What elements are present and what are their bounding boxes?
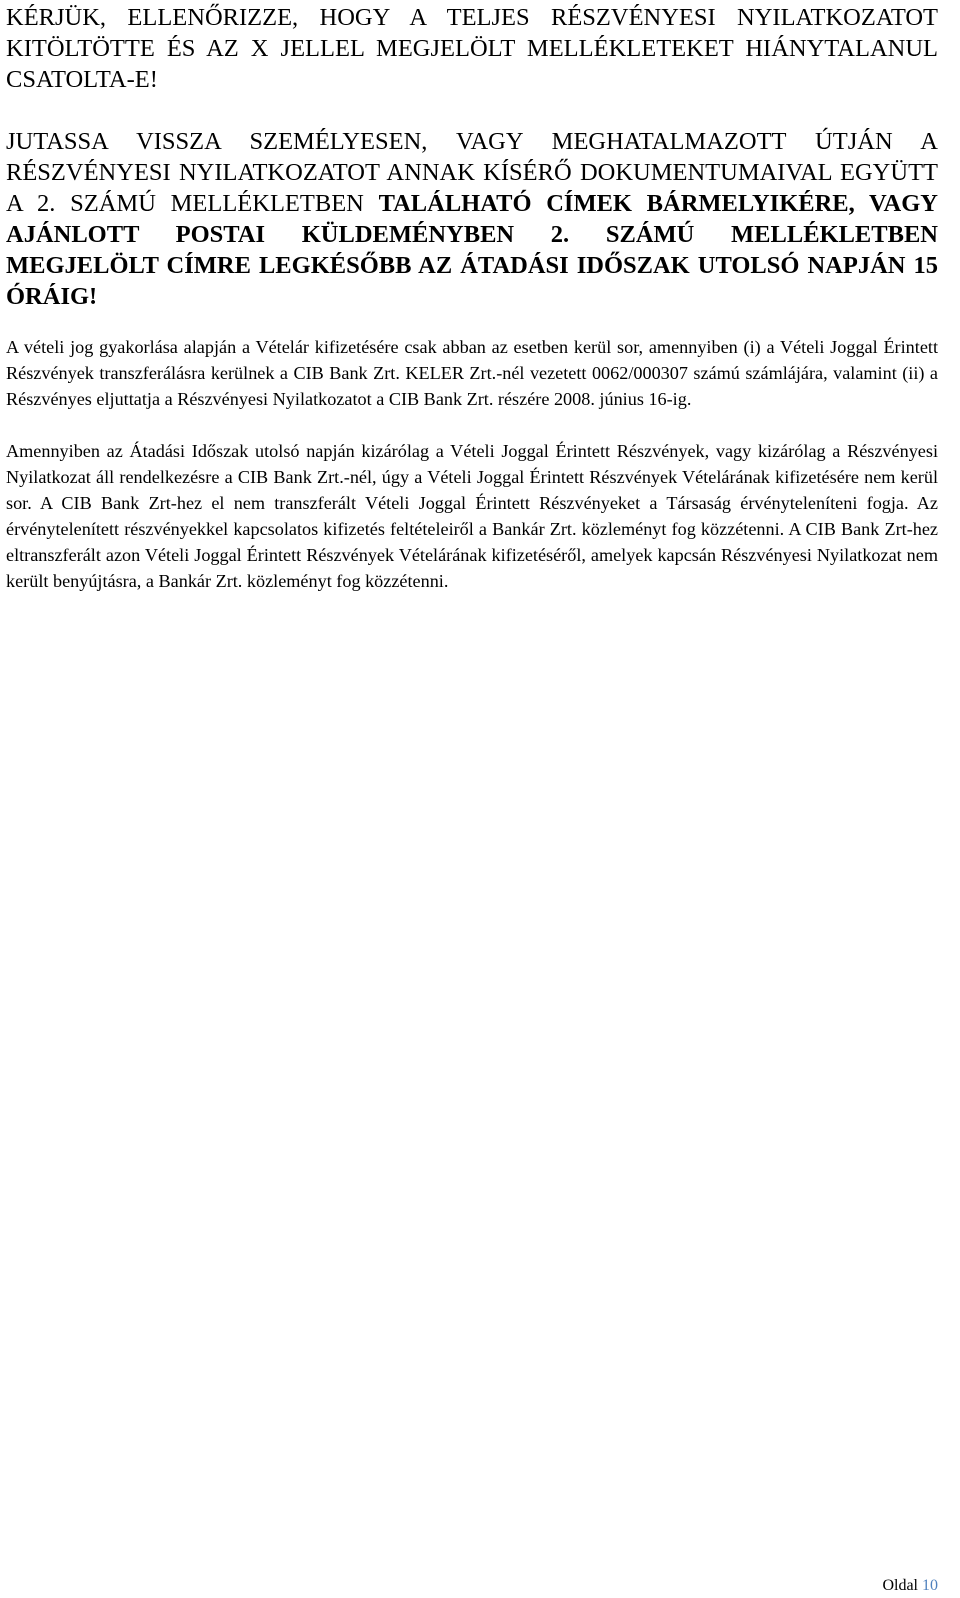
return-instructions-bold: TALÁLHATÓ CÍMEK BÁRMELYIKÉRE, VAGY AJÁNLOTT POSTAI KÜLDEMÉNYBEN 2. SZÁMÚ MELLÉKLETBEN MEGJELÖLT CÍMRE LEGKÉSŐBB AZ ÁTADÁSI IDŐSZAK UTOLSÓ NAPJÁN 15 ÓRÁIG!	[6, 190, 938, 310]
return-instructions-regular: JUTASSA VISSZA SZEMÉLYESEN, VAGY MEGHATALMAZOTT ÚTJÁN A RÉSZVÉNYESI NYILATKOZATOT ANNAK KÍSÉRŐ DOKUMENTUMAIVAL EGYÜTT A 2. SZÁMÚ MELLÉKLETBEN	[6, 128, 938, 217]
document-page	[6, 0, 938, 594]
return-instructions-notice	[6, 126, 938, 312]
page-footer	[882, 1576, 938, 1596]
payment-condition-paragraph: A vételi jog gyakorlása alapján a Vételár kifizetésére csak abban az esetben kerül sor, amennyiben (i) a Vételi Joggal Érintett Részvények transzferálásra kerülnek a CIB Bank Zrt. KELER Zrt.-nél vezetett 0062/000307 számú számlájára, valamint (ii) a Részvényes eljuttatja a Részvényesi Nyilatkozatot a CIB Bank Zrt. részére 2008. június 16-ig.	[6, 337, 938, 409]
transfer-period-paragraph: Amennyiben az Átadási Időszak utolsó napján kizárólag a Vételi Joggal Érintett Részvények, vagy kizárólag a Részvényesi Nyilatkozat áll rendelkezésre a CIB Bank Zrt.-nél, úgy a Vételi Joggal Érintett Részvények Vételárának kifizetésére nem kerül sor. A CIB Bank Zrt-hez el nem transzferált Vételi Joggal Érintett Részvényeket a Társaság érvényteleníteni fogja. Az érvénytelenített részvényekkel kapcsolatos kifizetés feltételeiről a Bankár Zrt. közleményt fog közzétenni. A CIB Bank Zrt-hez eltranszferált azon Vételi Joggal Érintett Részvények Vételárának kifizetéséről, amelyek kapcsán Részvényesi Nyilatkozat nem került benyújtásra, a Bankár Zrt. közleményt fog közzétenni.	[6, 441, 938, 591]
check-reminder-notice: KÉRJÜK, ELLENŐRIZZE, HOGY A TELJES RÉSZVÉNYESI NYILATKOZATOT KITÖLTÖTTE ÉS AZ X JELLEL MEGJELÖLT MELLÉKLETEKET HIÁNYTALANUL CSATOLTA-E!	[6, 4, 938, 93]
page-number: 10	[922, 1577, 938, 1594]
page-label: Oldal	[882, 1577, 918, 1594]
